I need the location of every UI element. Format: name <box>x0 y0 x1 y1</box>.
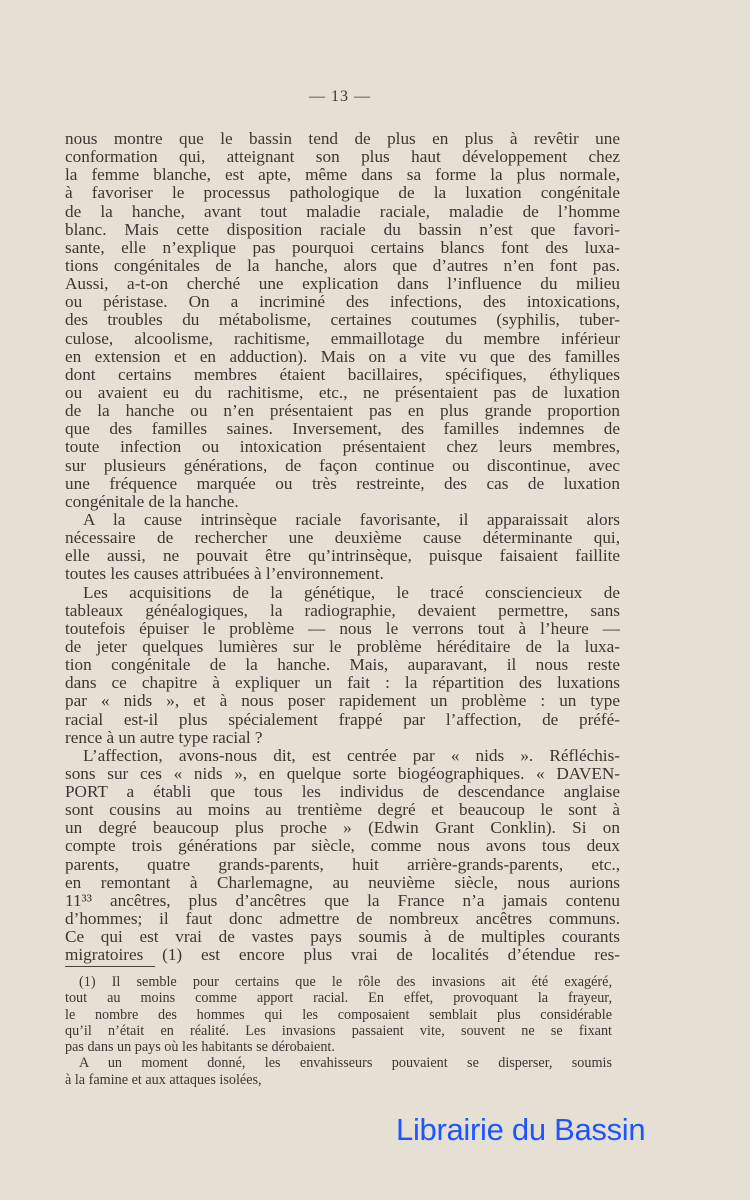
footnote-line: qu’il n’était en réalité. Les invasions passaient vite, souvent ne se fixant <box>65 1022 612 1039</box>
text-line: sante, elle n’explique pas pourquoi certains blancs font des luxa- <box>65 237 620 257</box>
text-line: de la hanche, avant tout maladie raciale, maladie de l’homme <box>65 201 620 221</box>
text-line: toute infection ou intoxication présentaient chez leurs membres, <box>65 437 620 457</box>
text-line: parents, quatre grands-parents, huit arrière-grands-parents, etc., <box>65 854 620 874</box>
text-line: culose, alcoolisme, rachitisme, emmaillotage du membre inférieur <box>65 328 620 348</box>
text-line: sons sur ces « nids », en quelque sorte biogéographiques. « DAVEN- <box>65 763 620 783</box>
text-line: tion congénitale de la hanche. Mais, auparavant, il nous reste <box>65 655 620 675</box>
text-line: sont cousins au moins au trentième degré et beaucoup le sont à <box>65 800 620 820</box>
text-line: de jeter quelques lumières sur le problème héréditaire de la luxa- <box>65 636 620 656</box>
text-line: PORT a établi que tous les individus de descendance anglaise <box>65 782 620 802</box>
text-line: sur plusieurs générations, de façon continue ou discontinue, avec <box>65 455 620 475</box>
text-line: racial est-il plus spécialement frappé par l’affection, de préfé- <box>65 709 620 729</box>
text-line: A la cause intrinsèque raciale favorisante, il apparaissait alors <box>83 509 620 529</box>
footnote-line: tout au moins comme apport racial. En effet, provoquant la frayeur, <box>65 990 612 1007</box>
text-line: que des familles saines. Inversement, des familles indemnes de <box>65 419 620 439</box>
text-line: 11³³ ancêtres, plus d’ancêtres que la France n’a jamais contenu <box>65 890 620 910</box>
text-line: Ce qui est vrai de vastes pays soumis à de multiples courants <box>65 927 620 947</box>
body-text <box>65 130 620 964</box>
text-line: rence à un autre type racial ? <box>65 727 263 747</box>
text-line: tableaux généalogiques, la radiographie, devaient permettre, sans <box>65 600 620 620</box>
text-line: des troubles du métabolisme, certaines coutumes (syphilis, tuber- <box>65 310 620 330</box>
text-line: L’affection, avons-nous dit, est centrée par « nids ». Réfléchis- <box>83 745 620 765</box>
text-line: Les acquisitions de la génétique, le tracé consciencieux de <box>83 582 620 602</box>
text-line: nécessaire de rechercher une deuxième cause déterminante qui, <box>65 528 620 548</box>
text-line: tions congénitales de la hanche, alors que d’autres n’en font pas. <box>65 255 620 275</box>
footnote-line: A un moment donné, les envahisseurs pouvaient se disperser, soumis <box>79 1055 612 1072</box>
text-line: blanc. Mais cette disposition raciale du bassin n’est que favori- <box>65 219 620 239</box>
text-line: un degré beaucoup plus proche » (Edwin Grant Conklin). Si on <box>65 818 620 838</box>
text-line: de la hanche ou n’en présentaient pas en plus grande proportion <box>65 401 620 421</box>
footnote-line: (1) Il semble pour certains que le rôle des invasions ait été exagéré, <box>79 974 612 990</box>
text-line: la femme blanche, est apte, même dans sa forme la plus normale, <box>65 165 620 185</box>
footnote-line: le nombre des hommes qui les composaient semblait plus considérable <box>65 1006 612 1023</box>
text-line: toutefois épuiser le problème — nous le verrons tout à l’heure — <box>65 618 620 638</box>
text-line: en extension et en adduction). Mais on a vite vu que des familles <box>65 346 620 366</box>
text-line: ou péristase. On a incriminé des infections, des intoxications, <box>65 292 620 312</box>
text-line: par « nids », et à nous poser rapidement un problème : un type <box>65 691 620 711</box>
page-number: — 13 — <box>309 88 371 105</box>
watermark: Librairie du Bassin <box>396 1112 646 1147</box>
text-line: d’hommes; il faut donc admettre de nombreux ancêtres communs. <box>65 909 620 929</box>
footnote-line: à la famine et aux attaques isolées, <box>65 1071 262 1088</box>
text-line: une fréquence marquée ou très restreinte, des cas de luxation <box>65 473 620 493</box>
footnote-line: pas dans un pays où les habitants se dérobaient. <box>65 1039 335 1056</box>
footnotes <box>65 974 612 1088</box>
text-line: dans ce chapitre à expliquer un fait : la répartition des luxations <box>65 673 620 693</box>
footnote-divider <box>65 966 155 967</box>
text-line: ou avaient eu du rachitisme, etc., ne présentaient pas de luxation <box>65 382 620 402</box>
text-line: migratoires (1) est encore plus vrai de localités d’étendue res- <box>65 945 620 965</box>
text-line: elle aussi, ne pouvait être qu’intrinsèque, puisque faisaient faillite <box>65 546 620 566</box>
text-line: en remontant à Charlemagne, au neuvième siècle, nous aurions <box>65 872 620 892</box>
text-line: congénitale de la hanche. <box>65 491 239 511</box>
text-line: nous montre que le bassin tend de plus en plus à revêtir une <box>65 129 620 148</box>
text-line: compte trois générations par siècle, comme nous avons tous deux <box>65 836 620 856</box>
text-line: conformation qui, atteignant son plus haut développement chez <box>65 147 620 167</box>
text-line: dont certains membres étaient bacillaires, spécifiques, éthyliques <box>65 364 620 384</box>
text-line: à favoriser le processus pathologique de la luxation congénitale <box>65 183 620 203</box>
text-line: toutes les causes attribuées à l’environnement. <box>65 564 384 584</box>
text-line: Aussi, a-t-on cherché une explication dans l’influence du milieu <box>65 274 620 294</box>
